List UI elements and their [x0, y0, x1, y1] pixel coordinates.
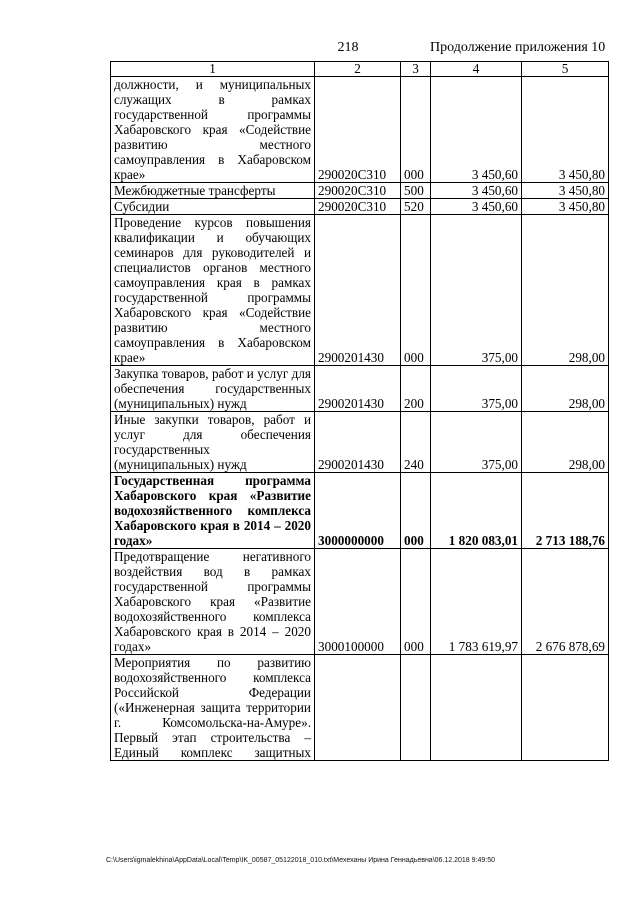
- row-type-cell: 520: [401, 199, 431, 215]
- row-code-cell: 290020С310: [315, 199, 401, 215]
- row-amount-2019-cell: 3 450,60: [431, 77, 522, 183]
- row-amount-2019-cell: 375,00: [431, 366, 522, 412]
- row-type-cell: 000: [401, 77, 431, 183]
- table-row: [111, 655, 609, 761]
- row-amount-2019-cell: 375,00: [431, 215, 522, 366]
- row-type-cell: [401, 655, 431, 761]
- table-row: [111, 199, 609, 215]
- column-header: 2: [315, 62, 401, 77]
- table-row: [111, 473, 609, 549]
- row-amount-2020-cell: 3 450,80: [522, 199, 609, 215]
- row-amount-2019-cell: 1 820 083,01: [431, 473, 522, 549]
- footer-file-path: C:\Users\igmalekhina\AppData\Local\Temp\IK_00587_05122018_010.txt\Мехеханы Ирина Геннадьевна\06.12.2018 9:49:50: [106, 857, 495, 864]
- column-header: 4: [431, 62, 522, 77]
- row-type-cell: 500: [401, 183, 431, 199]
- row-amount-2019-cell: 3 450,60: [431, 199, 522, 215]
- row-amount-2020-cell: 2 676 878,69: [522, 549, 609, 655]
- row-code-cell: 3000100000: [315, 549, 401, 655]
- row-type-cell: 240: [401, 412, 431, 473]
- table-row: [111, 412, 609, 473]
- row-name-cell: Межбюджетные трансферты: [111, 183, 315, 199]
- row-name-cell: Иные закупки товаров, работ и услуг для обеспечения государственных (муниципальных) нужд: [111, 412, 315, 473]
- row-amount-2020-cell: 3 450,80: [522, 183, 609, 199]
- row-amount-2020-cell: 298,00: [522, 412, 609, 473]
- row-name-cell: должности, и муниципальных служащих в рамках государственной программы Хабаровского края «Содействие развитию местного самоуправления в Хабаровском крае»: [111, 77, 315, 183]
- row-code-cell: 2900201430: [315, 412, 401, 473]
- row-type-cell: 200: [401, 366, 431, 412]
- page-number: 218: [337, 40, 359, 55]
- row-code-cell: 3000000000: [315, 473, 401, 549]
- column-header: 5: [522, 62, 609, 77]
- row-name-cell: Предотвращение негативного воздействия вод в рамках государственной программы Хабаровского края «Развитие водохозяйственного комплекса Хабаровского края в 2014 – 2020 годах»: [111, 549, 315, 655]
- row-amount-2020-cell: 3 450,80: [522, 77, 609, 183]
- row-amount-2020-cell: 298,00: [522, 215, 609, 366]
- row-amount-2019-cell: 1 783 619,97: [431, 549, 522, 655]
- row-code-cell: 2900201430: [315, 215, 401, 366]
- continuation-note: Продолжение приложения 10: [430, 40, 606, 55]
- column-header: 1: [111, 62, 315, 77]
- row-name-cell: Мероприятия по развитию водохозяйственного комплекса Российской Федерации («Инженерная защита территории г. Комсомольска-на-Амуре». Первый этап строительства – Единый комплекс защитных: [111, 655, 315, 761]
- table-row: [111, 366, 609, 412]
- row-amount-2020-cell: [522, 655, 609, 761]
- row-amount-2020-cell: 298,00: [522, 366, 609, 412]
- row-code-cell: 2900201430: [315, 366, 401, 412]
- row-name-cell: Закупка товаров, работ и услуг для обеспечения государственных (муниципальных) нужд: [111, 366, 315, 412]
- table-row: [111, 183, 609, 199]
- row-type-cell: 000: [401, 549, 431, 655]
- column-header: 3: [401, 62, 431, 77]
- row-name-cell: Проведение курсов повышения квалификации и обучающих семинаров для руководителей и специалистов органов местного самоуправления края в рамках государственной программы Хабаровского края «Содействие развитию местного самоуправления в Хабаровском крае»: [111, 215, 315, 366]
- row-amount-2020-cell: 2 713 188,76: [522, 473, 609, 549]
- row-code-cell: 290020С310: [315, 183, 401, 199]
- row-code-cell: 290020С310: [315, 77, 401, 183]
- row-type-cell: 000: [401, 473, 431, 549]
- table-body: [111, 62, 609, 761]
- table-row: [111, 215, 609, 366]
- row-amount-2019-cell: [431, 655, 522, 761]
- row-code-cell: [315, 655, 401, 761]
- row-amount-2019-cell: 375,00: [431, 412, 522, 473]
- column-number-row: [111, 62, 609, 77]
- row-amount-2019-cell: 3 450,60: [431, 183, 522, 199]
- table-row: [111, 77, 609, 183]
- table-row: [111, 549, 609, 655]
- row-name-cell: Субсидии: [111, 199, 315, 215]
- row-name-cell: Государственная программа Хабаровского края «Развитие водохозяйственного комплекса Хабаровского края в 2014 – 2020 годах»: [111, 473, 315, 549]
- budget-table: [110, 61, 609, 761]
- row-type-cell: 000: [401, 215, 431, 366]
